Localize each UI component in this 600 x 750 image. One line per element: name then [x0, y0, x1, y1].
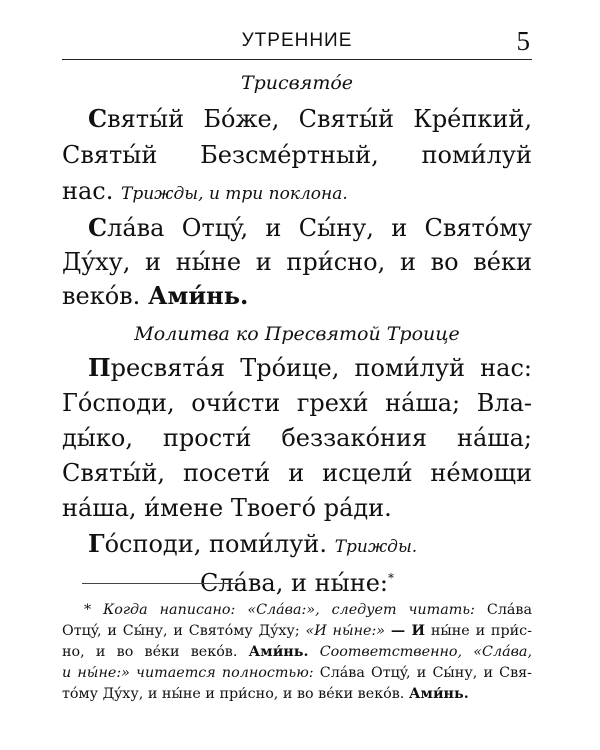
footnote-line-5: тóму Дýху, и ны́не и при́сно, и во вéки векóв. Ами́нь.	[62, 686, 469, 702]
trisvyatoe-line-1: Святы́й Бóже, Святы́й Крéпкий,	[88, 104, 532, 133]
footnote-line-1: * Когда написано: «Слáва:», следует читать: Слáва	[84, 602, 533, 618]
trinity-line-2: Гóсподи, очи́сти грехи́ нáша; Вла-	[62, 389, 532, 417]
slava-line-3: векóв. Ами́нь.	[62, 281, 249, 310]
running-title: УТРЕННИЕ	[241, 30, 353, 51]
trisvyatoe-line-3: нас. Трижды, и три поклона.	[62, 177, 348, 205]
trisvyatoe-line-2: Святы́й Безсмéртный, поми́луй	[62, 141, 532, 169]
footnote-line-4: и ны́не:» читается полностью: Слáва Отцý, и Сы́ну, и Свя-	[62, 665, 532, 681]
trinity-line-3: ды́ко, прости́ беззакóния нáша;	[62, 424, 532, 452]
header-rule	[62, 59, 532, 60]
kyrie-line: Гóсподи, поми́луй. Трижды.	[88, 529, 418, 558]
footnote-line-3: но, и во вéки векóв. Ами́нь. Соответственно, «Слáва,	[62, 644, 532, 660]
section-title-trinity-prayer: Молитва ко Пресвятой Троице	[134, 323, 460, 345]
running-header	[62, 26, 532, 56]
drop-initial: Г	[88, 529, 105, 558]
rubric-note: Трижды, и три поклона.	[121, 184, 348, 204]
slava-line-1: Слáва Отцý, и Сы́ну, и Святóму	[88, 213, 532, 242]
trinity-line-4: Святы́й, посети́ и исцели́ нéмощи	[62, 459, 532, 487]
slava-i-nyne-line: Слáва, и ны́не:*	[199, 569, 394, 597]
amen: Ами́нь.	[147, 281, 249, 310]
footnote-rule	[82, 583, 242, 584]
trinity-line-1: Пресвятáя Трóице, поми́луй нас:	[88, 353, 532, 382]
drop-initial: С	[88, 104, 108, 133]
footnote-marker: *	[388, 571, 394, 585]
section-title-trisvyatoe: Трисвятóе	[240, 72, 354, 94]
drop-initial: С	[88, 213, 108, 242]
drop-initial: П	[88, 353, 111, 382]
rubric-note: Трижды.	[334, 537, 418, 557]
footnote-line-2: Отцý, и Сы́ну, и Святóму Дýху; «И ны́не:» — И ны́не и при́с-	[62, 623, 532, 639]
page-number: 5	[516, 26, 530, 56]
trinity-line-5: нáша, и́мене Твоегó рáди.	[62, 494, 392, 522]
slava-line-2: Дýху, и ны́не и при́сно, и во вéки	[62, 248, 532, 276]
